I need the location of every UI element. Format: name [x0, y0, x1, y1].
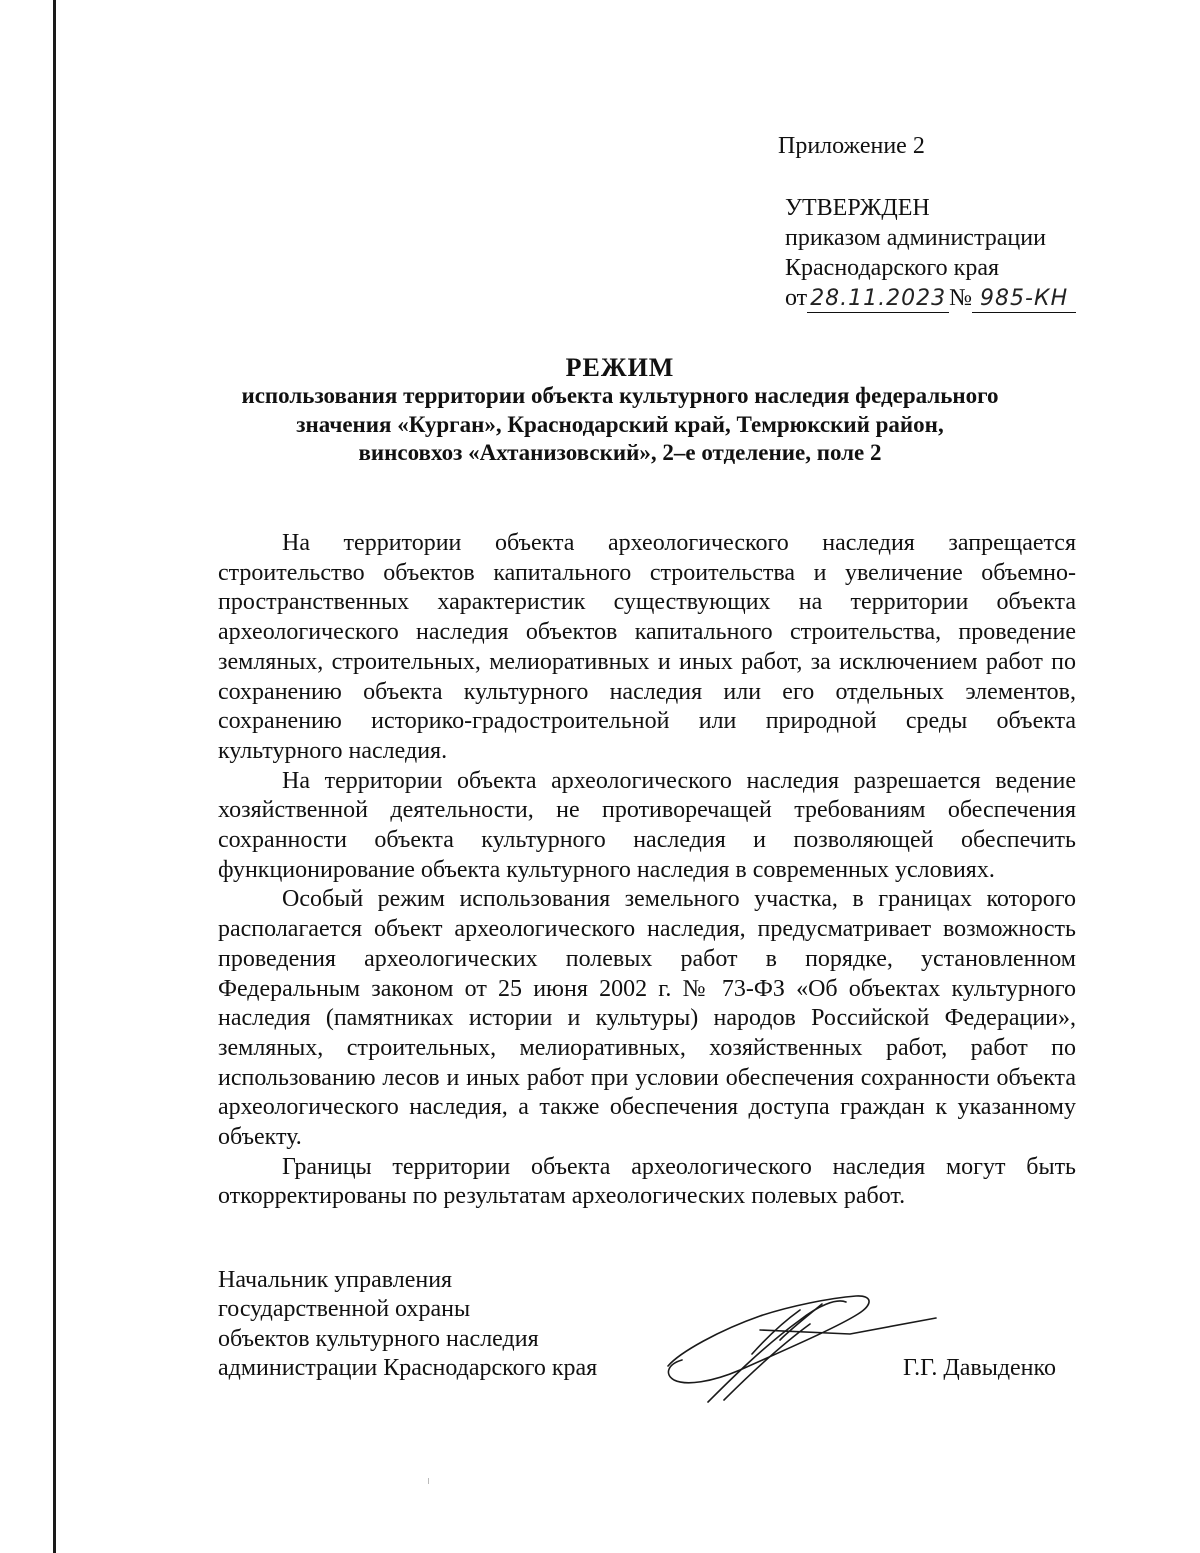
paragraph-permitted-activity: На территории объекта археологического наследия разрешается ведение хозяйственной деятельности, не противоречащей требованиям обеспечения сохранности объекта культурного наследия и позволяющей обеспечить функционирование объекта культурного наследия в современных условиях.	[218, 767, 1076, 883]
subtitle-line-1: использования территории объекта культурного наследия федерального	[241, 383, 999, 408]
document-body	[218, 529, 1076, 1212]
signer-position-line-3: объектов культурного наследия	[218, 1325, 539, 1352]
paragraph-boundaries: Границы территории объекта археологического наследия могут быть откорректированы по результатам археологических полевых работ.	[218, 1153, 1076, 1210]
signer-position-line-4: администрации Краснодарского края	[218, 1354, 598, 1381]
handwritten-signature	[660, 1290, 940, 1410]
signer-position-line-1: Начальник управления	[218, 1267, 453, 1293]
signer-position	[218, 1266, 597, 1383]
order-date-number-line	[785, 283, 1076, 313]
document-title: РЕЖИМ	[565, 353, 675, 382]
order-date-handwritten: 28.11.2023	[810, 286, 947, 311]
date-prefix: от	[785, 285, 808, 311]
order-date-field	[807, 285, 949, 313]
scan-speck	[428, 1478, 429, 1484]
appendix-label: Приложение 2	[778, 133, 925, 159]
approved-by-line-2: Краснодарского края	[785, 255, 1000, 281]
paragraph-prohibitions: На территории объекта археологического наследия запрещается строительство объектов капитального строительства и увеличение объемно-пространственных характеристик существующих на территории объекта археологического наследия объектов капитального строительства, проведение земляных, строительных, мелиоративных и иных работ, за исключением работ по сохранению объекта культурного наследия или его отдельных элементов, сохранению историко-градостроительной или природной среды объекта культурного наследия.	[218, 530, 1076, 764]
page-left-border	[53, 0, 56, 1553]
signer-name: Г.Г. Давыденко	[903, 1355, 1056, 1381]
document-subtitle	[170, 382, 1070, 468]
subtitle-line-2: значения «Курган», Краснодарский край, Темрюкский район,	[296, 411, 944, 437]
approval-block	[785, 193, 1076, 313]
paragraph-special-regime: Особый режим использования земельного участка, в границах которого располагается объект археологического наследия, предусматривает возможность проведения археологических полевых работ в порядке, установленном Федеральным законом от 25 июня 2002 г. № 73-ФЗ «Об объектах культурного наследия (памятниках истории и культуры) народов Российской Федерации», земляных, строительных, мелиоративных, хозяйственных работ, работ по использованию лесов и иных работ при условии обеспечения сохранности объекта археологического наследия, а также обеспечения доступа граждан к указанному объекту.	[218, 886, 1076, 1151]
order-number-field	[972, 285, 1076, 313]
subtitle-line-3: винсовхоз «Ахтанизовский», 2–е отделение, поле 2	[358, 440, 882, 465]
approved-by-line-1: приказом администрации	[785, 225, 1046, 251]
approved-heading: УТВЕРЖДЕН	[785, 195, 930, 221]
number-prefix: №	[949, 285, 973, 311]
signer-position-line-2: государственной охраны	[218, 1296, 471, 1323]
order-number-handwritten: 985-КН	[980, 286, 1069, 311]
